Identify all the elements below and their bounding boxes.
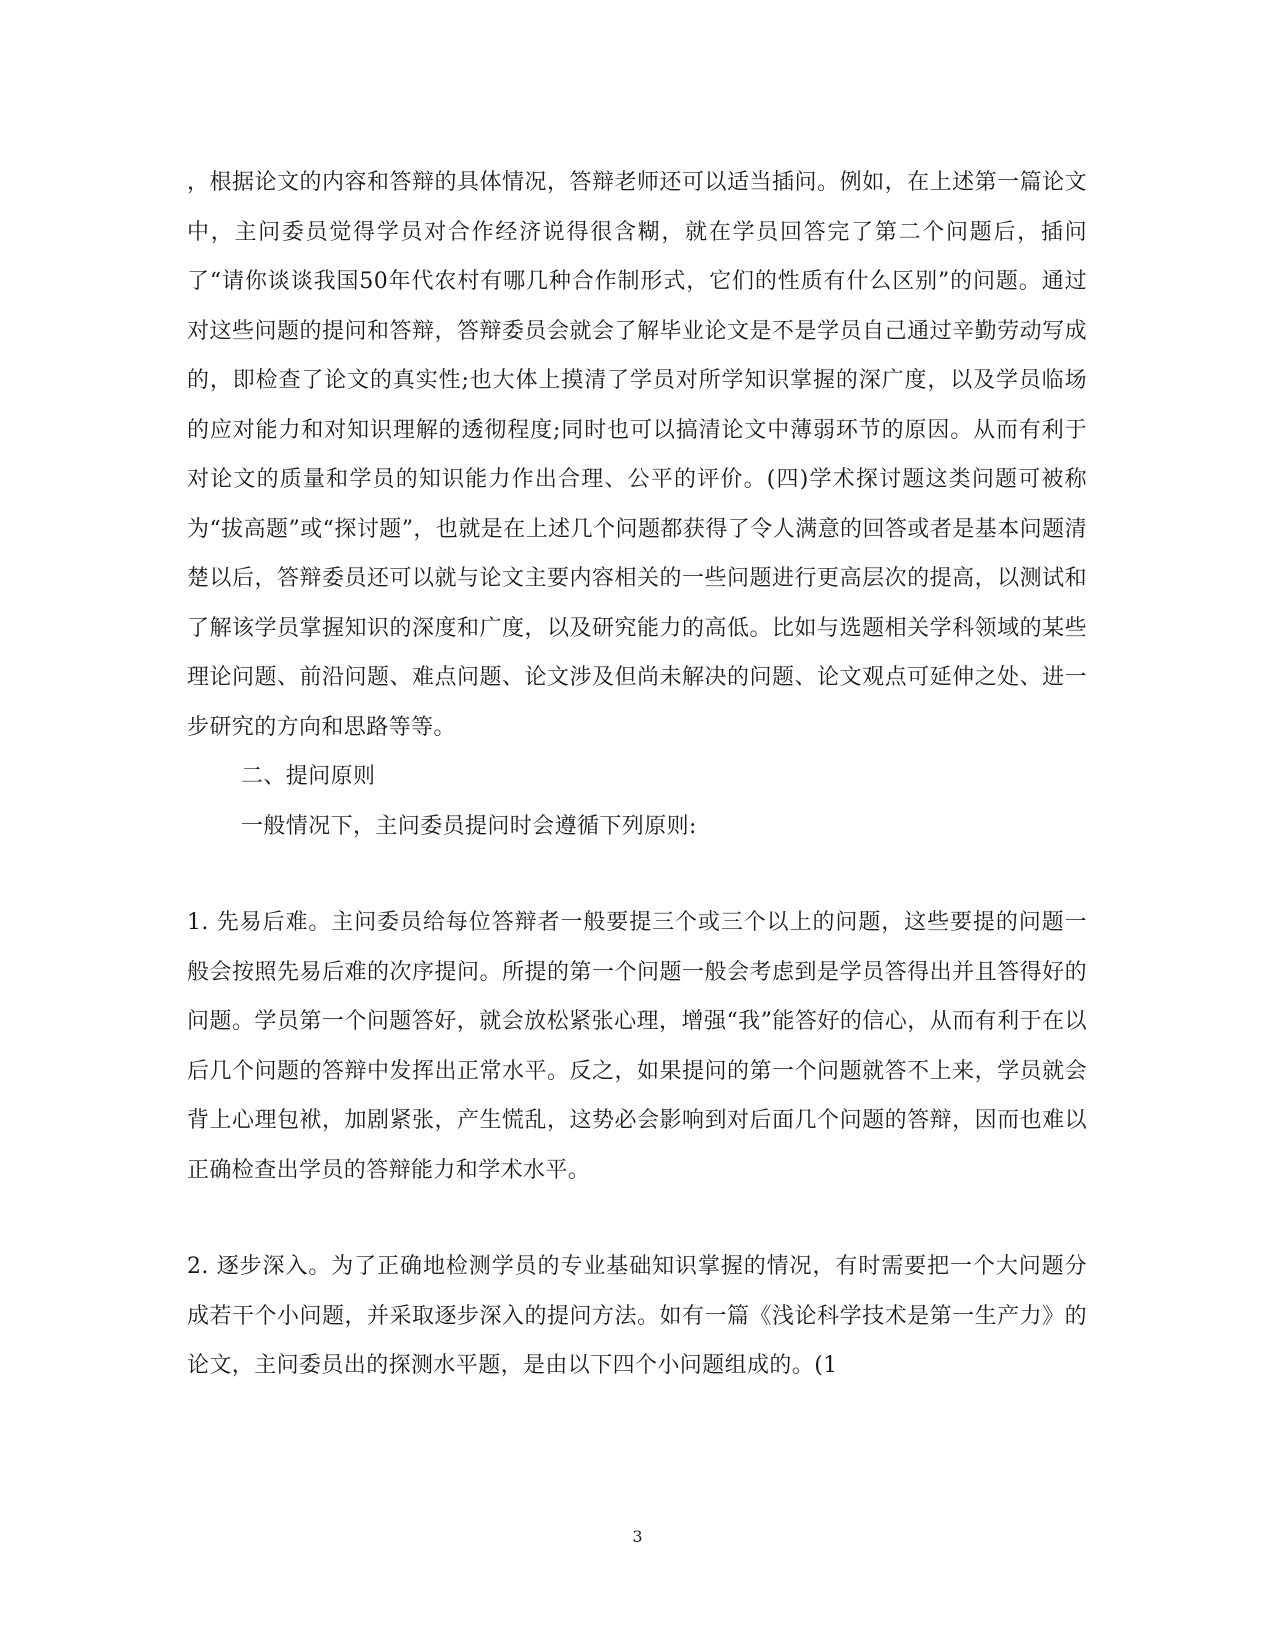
page-number: 3 <box>632 1527 643 1546</box>
section-heading: 二、提问原则 <box>241 764 376 789</box>
paragraph-rule-1: 1. 先易后难。主问委员给每位答辩者一般要提三个或三个以上的问题，这些要提的问题一般会按照先易后难的次序提问。所提的第一个问题一般会考虑到是学员答得出并且答得好的问题。学员第一个问题答好，就会放松紧张心理，增强“我”能答好的信心，从而有利于在以后几个问题的答辩中发挥出正常水平。反之，如果提问的第一个问题就答不上来，学员就会背上心理包袱，加剧紧张，产生慌乱，这势必会影响到对后面几个问题的答辩，因而也难以正确检查出学员的答辩能力和学术水平。 <box>187 910 1087 1183</box>
paragraph-continuation: ，根据论文的内容和答辩的具体情况，答辩老师还可以适当插问。例如，在上述第一篇论文中，主问委员觉得学员对合作经济说得很含糊，就在学员回答完了第二个问题后，插问了“请你谈谈我国50年代农村有哪几种合作制形式，它们的性质有什么区别”的问题。通过对这些问题的提问和答辩，答辩委员会就会了解毕业论文是不是学员自己通过辛勤劳动写成的，即检查了论文的真实性;也大体上摸清了学员对所学知识掌握的深广度，以及学员临场的应对能力和对知识理解的透彻程度;同时也可以搞清论文中薄弱环节的原因。从而有利于对论文的质量和学员的知识能力作出合理、公平的评价。(四)学术探讨题这类问题可被称为“拔高题”或“探讨题”，也就是在上述几个问题都获得了令人满意的回答或者是基本问题清楚以后，答辩委员还可以就与论文主要内容相关的一些问题进行更高层次的提高，以测试和了解该学员掌握知识的深度和广度，以及研究能力的高低。比如与选题相关学科领域的某些理论问题、前沿问题、难点问题、论文涉及但尚未解决的问题、论文观点可延伸之处、进一步研究的方向和思路等等。 <box>187 170 1087 740</box>
paragraph-intro: 一般情况下，主问委员提问时会遵循下列原则: <box>241 813 697 839</box>
paragraph-spacer <box>187 1195 1087 1242</box>
paragraph-spacer <box>187 851 1087 898</box>
document-body <box>187 158 1087 1391</box>
paragraph-rule-2: 2. 逐步深入。为了正确地检测学员的专业基础知识掌握的情况，有时需要把一个大问题分成若干个小问题，并采取逐步深入的提问方法。如有一篇《浅论科学技术是第一生产力》的论文，主问委员出的探测水平题，是由以下四个小问题组成的。(1 <box>187 1254 1087 1378</box>
